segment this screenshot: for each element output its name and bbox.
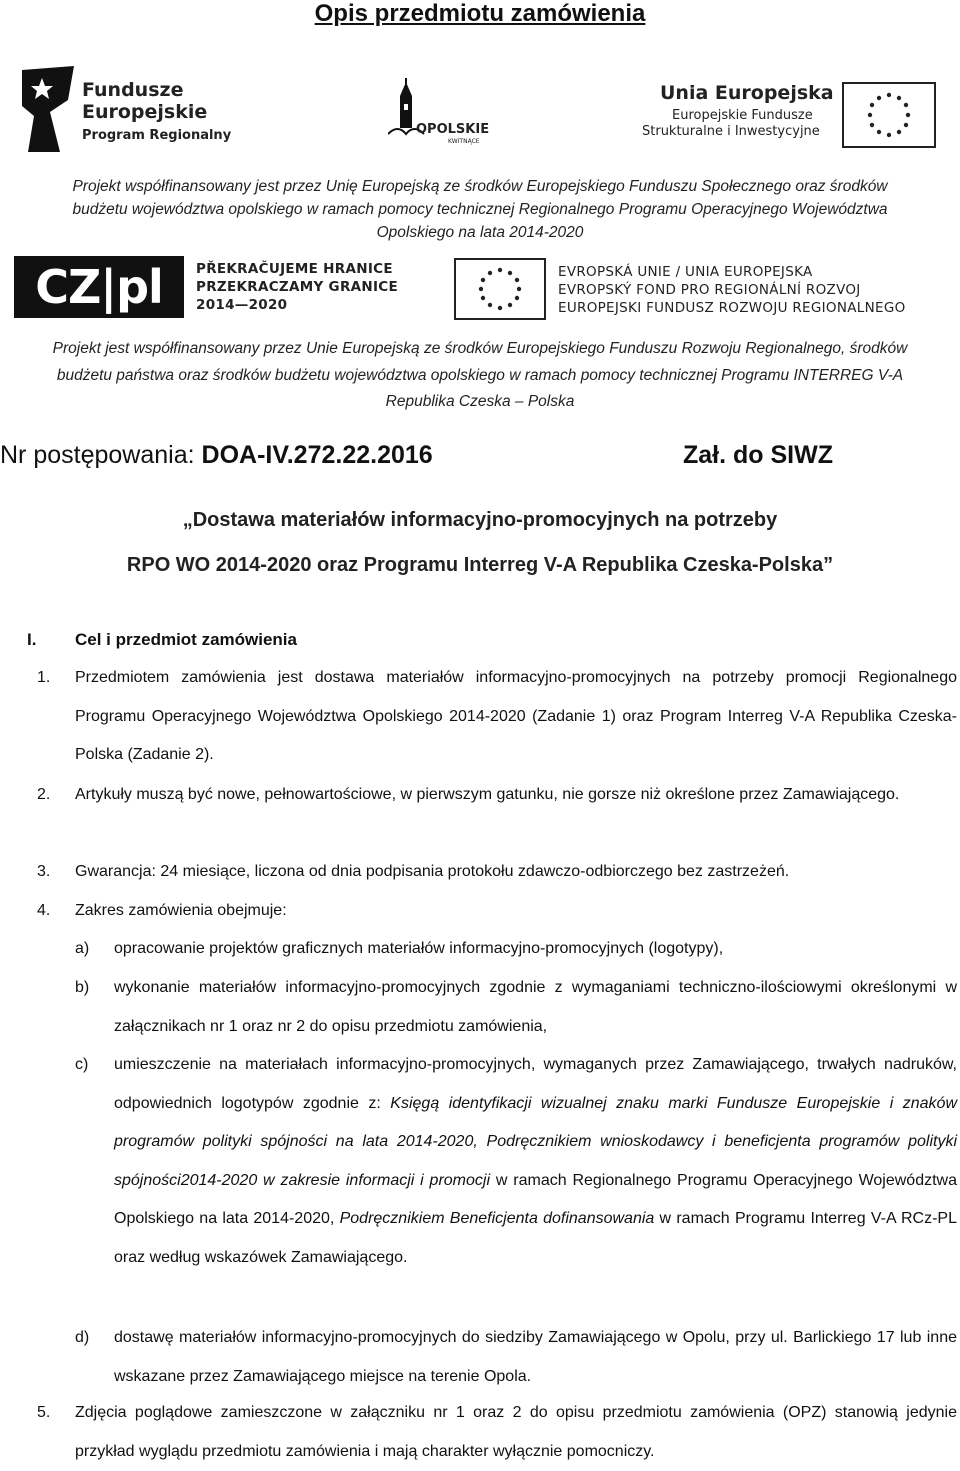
item-5-text: Zdjęcia poglądowe zamieszczone w załączniku nr 1 oraz 2 do opisu przedmiotu zamówienia (OPZ) stanowią jedynie przykład wyglądu przedmiotu zamówienia i mają charakter wyłącznie pomocniczy.: [75, 1404, 957, 1460]
fe-line-2: Europejskie: [82, 101, 208, 123]
opolskie-logo: [374, 78, 494, 152]
ue-sub-1: Europejskie Fundusze: [672, 108, 813, 123]
opolskie-name: OPOLSKIE: [416, 122, 490, 137]
item-1-text: Przedmiotem zamówienia jest dostawa materiałów informacyjno-promocyjnych na potrzeby promocji Regionalnego Programu Operacyjnego Województwa Opolskiego 2014-2020 (Zadanie 1) oraz Program Interreg V-A Republika Czeska-Polska (Zadanie 2).: [75, 669, 957, 764]
item-5-number: 5.: [37, 1404, 51, 1421]
eu-erdf-logo: [454, 258, 954, 322]
cofinancing-2-line-1: Projekt jest współfinansowany przez Unie Europejską ze środków Europejskiego Funduszu Rozwoju Regionalnego, środków: [52, 340, 908, 357]
requirements-list: [0, 659, 960, 1459]
sub-b-letter: b): [75, 979, 90, 996]
sub-c-part-3: w ramach Programu Interreg V-A RCz-PL oraz według wskazówek Zamawiającego.: [114, 1210, 958, 1266]
cofinancing-1-line-1: Projekt współfinansowany jest przez Unię Europejską ze środków Europejskiego Funduszu Społecznego oraz środków: [72, 178, 888, 195]
czpl-line-2: PRZEKRACZAMY GRANICE: [196, 279, 399, 295]
item-3-number: 3.: [37, 863, 51, 880]
czpl-line-1: PŘEKRAČUJEME HRANICE: [196, 261, 393, 277]
sub-c-text: [114, 1046, 957, 1278]
eu-erdf-line-2: EVROPSKÝ FOND PRO REGIONÁLNÍ ROZVOJ: [558, 282, 861, 298]
section-title: Cel i przedmiot zamówienia: [75, 630, 297, 649]
czpl-logo: [14, 256, 414, 320]
sub-c-italic-2: Podręcznikiem Beneficjenta dofinansowania: [339, 1210, 655, 1228]
eu-flag-icon: [454, 258, 546, 320]
sub-d-text: dostawę materiałów informacyjno-promocyjnych do siedziby Zamawiającego w Opolu, przy ul. Barlickiego 17 lub inne wskazane przez Zamawiającego miejsce na terenie Opola.: [114, 1329, 957, 1385]
cofinancing-2-line-2: budżetu państwa oraz środków budżetu województwa opolskiego w ramach pomocy technicznej Programu INTERREG V-A: [56, 366, 904, 384]
fundusze-europejskie-logo: [20, 66, 250, 156]
ue-sub-2: Strukturalne i Inwestycyjne: [642, 124, 820, 139]
section-number: I.: [27, 630, 37, 649]
czpl-line-3: 2014—2020: [196, 297, 288, 313]
cofinancing-1-line-2: budżetu województwa opolskiego w ramach pomocy technicznej Regionalnego Programu Operacyjnego Województwa: [72, 201, 888, 218]
sub-c-italic-1: Księgą identyfikacji wizualnej znaku marki Fundusze Europejskie i znaków programów polityki spójności na lata 2014-2020, Podręcznikiem wnioskodawcy i beneficjenta programów polityki spójności2014-2020 w zakresie informacji i promocji: [114, 1094, 958, 1189]
cofinancing-2-line-3: Republika Czeska – Polska: [385, 393, 575, 410]
eu-flag-icon: [842, 82, 936, 148]
eu-erdf-line-1: EVROPSKÁ UNIE / UNIA EUROPEJSKA: [558, 264, 813, 280]
sub-c-part-2: w ramach Regionalnego Programu Operacyjnego Województwa Opolskiego na lata 2014-2020,: [114, 1171, 958, 1228]
sub-c-part-1: umieszczenie na materiałach informacyjno-promocyjnych, wymaganych przez Zamawiającego, trwałych nadruków, odpowiednich logotypów zgodnie z:: [114, 1056, 957, 1112]
cofinancing-note-1: [0, 175, 960, 244]
ue-name: Unia Europejska: [660, 82, 834, 104]
fundusze-europejskie-emblem-icon: [20, 66, 78, 152]
item-4-text: Zakres zamówienia obejmuje:: [75, 902, 287, 919]
item-2-text: Artykuły muszą być nowe, pełnowartościowe, w pierwszym gatunku, nie gorsze niż określone przez Zamawiającego.: [75, 786, 900, 803]
unia-europejska-logo: [640, 82, 940, 148]
opolskie-sub: KWITNĄCE: [448, 138, 480, 145]
item-2-number: 2.: [37, 786, 51, 803]
item-1-number: 1.: [37, 669, 51, 686]
document-title: Opis przedmiotu zamówienia: [314, 0, 646, 27]
item-3-text: Gwarancja: 24 miesiące, liczona od dnia podpisania protokołu zdawczo-odbiorczego bez zastrzeżeń.: [75, 863, 790, 880]
procedure-number-value: DOA-IV.272.22.2016: [201, 441, 433, 469]
sub-d-letter: d): [75, 1329, 90, 1346]
sub-a-letter: a): [75, 940, 90, 957]
cofinancing-note-2: [0, 336, 960, 416]
sub-c-letter: c): [75, 1056, 89, 1073]
procedure-number: [0, 440, 433, 470]
fe-line-1: Fundusze: [82, 79, 184, 101]
item-4-number: 4.: [37, 902, 51, 919]
czpl-mark: CZ|pl: [14, 256, 184, 318]
attachment-label: Zał. do SIWZ: [683, 441, 833, 469]
sub-a-text: opracowanie projektów graficznych materiałów informacyjno-promocyjnych (logotypy),: [114, 940, 724, 957]
eu-erdf-line-3: EUROPEJSKI FUNDUSZ ROZWOJU REGIONALNEGO: [558, 300, 906, 316]
sub-b-text: wykonanie materiałów informacyjno-promocyjnych zgodnie z wymaganiami techniczno-ilościowymi określonymi w załącznikach nr 1 oraz nr 2 do opisu przedmiotu zamówienia,: [114, 979, 957, 1035]
subject-line-2: RPO WO 2014-2020 oraz Programu Interreg V-A Republika Czeska-Polska”: [126, 554, 834, 576]
fe-line-3: Program Regionalny: [82, 128, 232, 143]
cofinancing-1-line-3: Opolskiego na lata 2014-2020: [376, 224, 584, 241]
procedure-number-label: Nr postępowania:: [0, 441, 202, 469]
subject-line-1: „Dostawa materiałów informacyjno-promocyjnych na potrzeby: [182, 509, 778, 531]
